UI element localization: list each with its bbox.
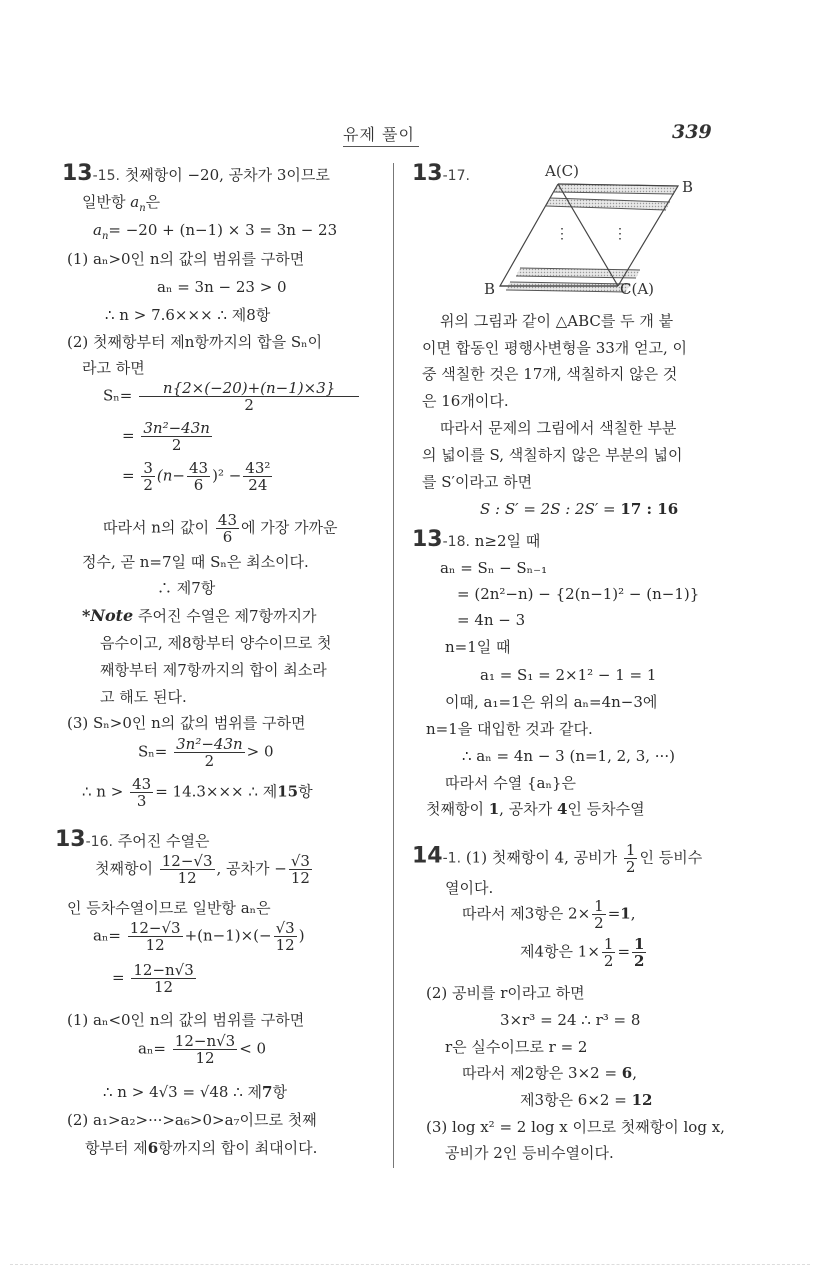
- equation: = (2n²−n) − {2(n−1)² − (n−1)}: [457, 585, 700, 603]
- section-title: 유제 풀이: [343, 122, 419, 147]
- text-line: 이때, a₁=1은 위의 aₙ=4n−3에: [445, 693, 658, 711]
- problem-subnumber: -16.: [85, 834, 113, 850]
- problem-subnumber: -15.: [92, 168, 120, 184]
- label-c-a: C(A): [620, 280, 655, 298]
- text-line: 공비가 2인 등비수열이다.: [445, 1144, 614, 1162]
- sum-formula-3: = $\frac{3}{2}$ (n− $\frac{43}{6}$ )² − $\frac{\text{43²}}{24}$: [122, 459, 271, 494]
- label-b-top: B: [682, 178, 694, 196]
- page-number: 339: [672, 121, 712, 143]
- problem-subnumber: -18.: [442, 534, 470, 550]
- text-line: 첫째항이 −20, 공차가 3이므로: [124, 166, 330, 184]
- text-line: 따라서 문제의 그림에서 색칠한 부분: [440, 419, 677, 437]
- text-line: 항부터 제6항까지의 합이 최대이다.: [85, 1139, 318, 1157]
- problem-heading: 13-18. n≥2일 때: [412, 527, 541, 552]
- equation: 제4항은 1× $\frac{1}{2}$ = $\frac{1}{2}$: [520, 935, 645, 970]
- text-line: r은 실수이므로 r = 2: [445, 1038, 588, 1056]
- text-line: 따라서 수열 {aₙ}은: [445, 774, 576, 792]
- result: S : S′ = 2S : 2S′ = 17 : 16: [480, 500, 679, 518]
- equation: aₙ = 3n − 23 > 0: [157, 278, 287, 296]
- equation: a₁ = S₁ = 2×1² − 1 = 1: [480, 666, 657, 684]
- sum-formula-2: = $\frac{\text{3n²−43n}}{2}$: [122, 419, 210, 454]
- text-line: 정수, 곧 n=7일 때 Sₙ은 최소이다.: [82, 553, 309, 571]
- equation: 따라서 제3항은 2× $\frac{1}{2}$ =1,: [462, 897, 636, 932]
- result: ∴ n > 7.6××× ∴ 제8항: [105, 306, 271, 324]
- text-line: 첫째항이 $\frac{12-√3}{12}$ , 공차가 − $\frac{√3}{12}$: [95, 852, 310, 887]
- problem-heading: 13-16. 주어진 수열은: [55, 827, 210, 852]
- text-line: 인 등차수열이므로 일반항 aₙ은: [67, 899, 271, 917]
- result: 첫째항이 1, 공차가 4인 등차수열: [426, 800, 645, 818]
- text-line: 열이다.: [445, 879, 494, 897]
- equation: = $\frac{12-n√3}{12}$: [112, 961, 194, 996]
- problem-subnumber: -1.: [442, 850, 462, 867]
- text-line: 이면 합동인 평행사변형을 33개 얻고, 이: [422, 339, 688, 357]
- parallelogram-figure: [480, 160, 720, 300]
- ellipsis-dots-right: ⋮: [613, 226, 627, 242]
- sum-formula-1: Sₙ= $\frac{n\{2\times(-20)+(n-1)\times 3\}}{2}$: [103, 380, 361, 413]
- equation: aₙ= $\frac{12-n√3}{12}$ < 0: [138, 1032, 267, 1067]
- note-line: 째항부터 제7항까지의 합이 최소라: [100, 661, 327, 679]
- text-line: 를 S′이라고 하면: [422, 473, 533, 491]
- text-line: 일반항 $a_n$은: [82, 193, 161, 214]
- subquestion-1: (1) aₙ>0인 n의 값의 범위를 구하면: [67, 250, 305, 268]
- note-label: *Note: [82, 606, 134, 625]
- page-footer-edge: [10, 1264, 810, 1266]
- note-line: 음수이고, 제8항부터 양수이므로 첫: [100, 634, 332, 652]
- problem-number: 14: [412, 843, 443, 869]
- problem-number: 13: [412, 527, 443, 552]
- equation: 제3항은 6×2 = 12: [520, 1091, 653, 1109]
- note: *Note 주어진 수열은 제7항까지가: [82, 606, 317, 625]
- text-line: 위의 그림과 같이 △ABC를 두 개 붙: [440, 312, 674, 330]
- subquestion-2: (2) 공비를 r이라고 하면: [426, 984, 585, 1002]
- text-line: 중 색칠한 것은 17개, 색칠하지 않은 것: [422, 365, 678, 383]
- equation: Sₙ= $\frac{\text{3n²−43n}}{2}$ > 0: [138, 735, 274, 770]
- text-line: 따라서 n의 값이 $\frac{43}{6}$ 에 가장 가까운: [103, 511, 338, 546]
- problem-subnumber: -17.: [442, 168, 470, 184]
- equation: 3×r³ = 24 ∴ r³ = 8: [500, 1011, 641, 1029]
- label-b-bottom: B: [484, 280, 496, 298]
- text-line: n=1일 때: [445, 638, 511, 656]
- problem-number: 13: [62, 161, 93, 186]
- equation: = 4n − 3: [457, 611, 526, 629]
- result: ∴ n > $\frac{43}{3}$ = 14.3××× ∴ 제15항: [82, 775, 313, 810]
- subquestion-3: (3) Sₙ>0인 n의 값의 범위를 구하면: [67, 714, 306, 732]
- problem-heading: [412, 161, 470, 186]
- text-line: 라고 하면: [82, 359, 145, 377]
- column-divider: [393, 163, 394, 1168]
- subquestion-2: (2) 첫째항부터 제n항까지의 합을 Sₙ이: [67, 333, 323, 351]
- result: ∴ 제7항: [157, 579, 216, 597]
- subquestion-3: (3) log x² = 2 log x 이므로 첫째항이 log x,: [426, 1118, 725, 1136]
- label-a-c: A(C): [545, 162, 580, 180]
- text-line: n=1을 대입한 것과 같다.: [426, 720, 593, 738]
- text-line: 은 16개이다.: [422, 392, 509, 410]
- equation: $a_n= -20 + (n-1) \times 3 = 3n - 23$: [93, 221, 338, 242]
- subquestion-2: (2) a₁>a₂>···>a₆>0>a₇이므로 첫째: [67, 1111, 317, 1129]
- result: ∴ n > 4√3 = √48 ∴ 제7항: [103, 1083, 287, 1101]
- result: ∴ aₙ = 4n − 3 (n=1, 2, 3, ···): [462, 747, 675, 765]
- problem-heading: [62, 161, 330, 186]
- equation: aₙ= $\frac{12-√3}{12}$ +(n−1)×(− $\frac{√3}{12}$ ): [93, 919, 305, 954]
- problem-number: 13: [55, 827, 86, 852]
- subquestion-1: (1) aₙ<0인 n의 값의 범위를 구하면: [67, 1011, 305, 1029]
- equation: 따라서 제2항은 3×2 = 6,: [462, 1064, 638, 1082]
- note-line: 고 해도 된다.: [100, 688, 187, 706]
- problem-number: 13: [412, 161, 443, 186]
- ellipsis-dots-left: ⋮: [555, 226, 569, 242]
- problem-heading: 14-1. (1) 첫째항이 4, 공비가 $\frac{1}{2}$ 인 등비수: [412, 841, 703, 876]
- equation: aₙ = Sₙ − Sₙ₋₁: [440, 559, 548, 577]
- text-line: 의 넓이를 S, 색칠하지 않은 부분의 넓이: [422, 446, 683, 464]
